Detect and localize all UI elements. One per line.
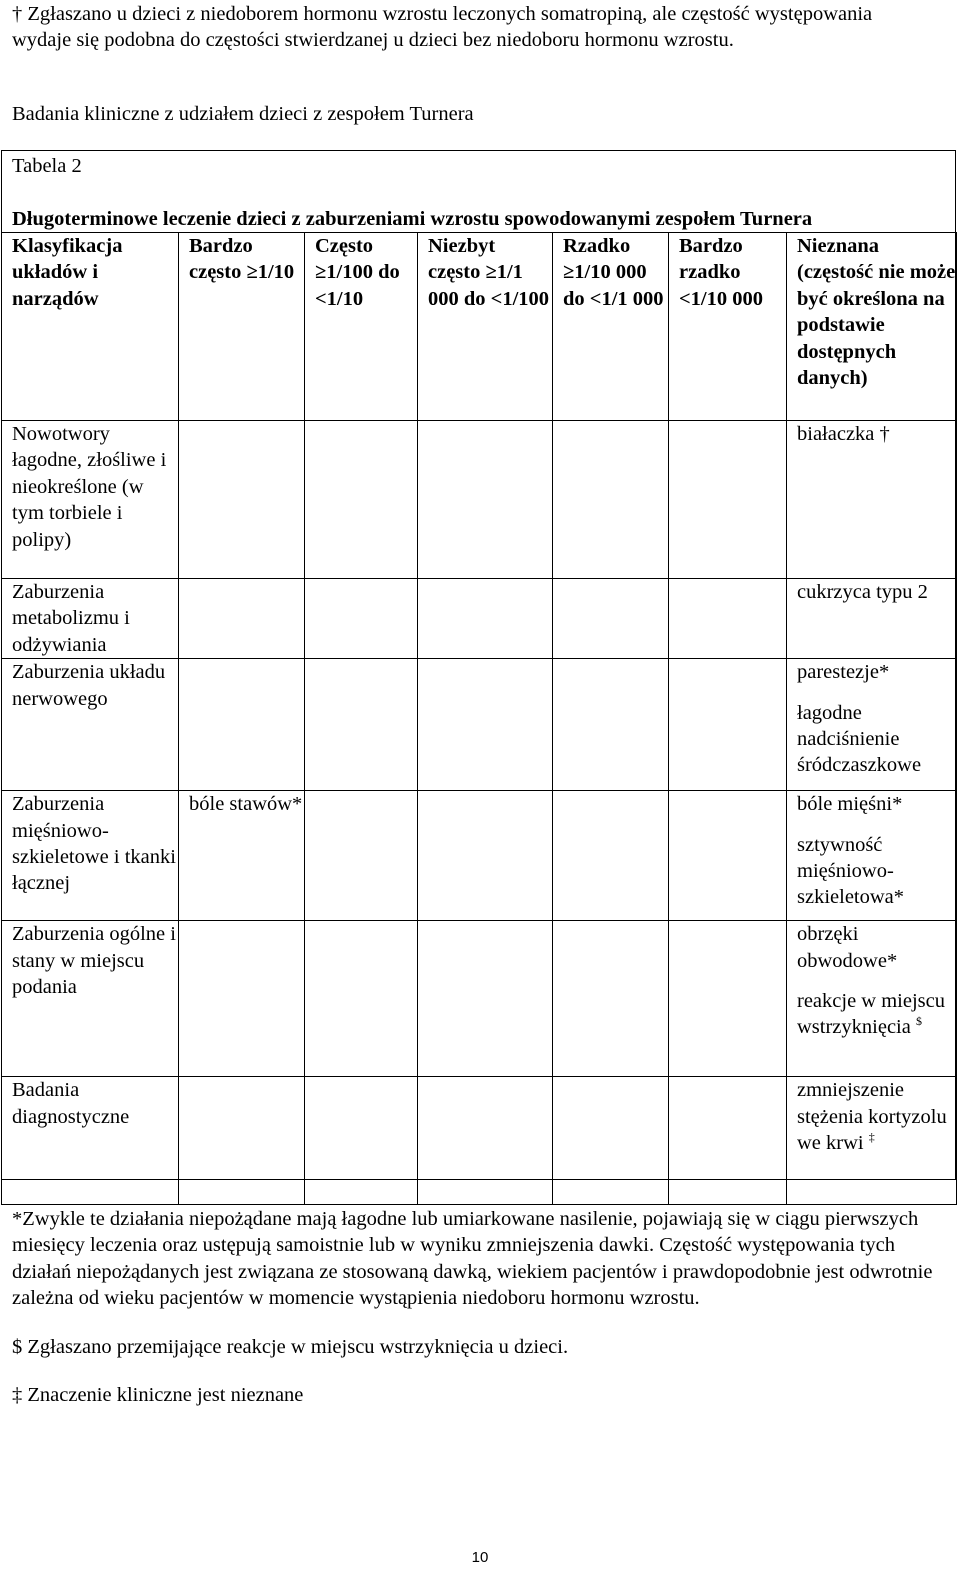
uncommon-cell <box>418 579 553 659</box>
very-rare-cell <box>669 659 787 791</box>
reaction-text: łagodne nadciśnienie śródczaszkowe <box>797 701 922 777</box>
soc-cell: Zaburzenia ogólne i stany w miejscu podania <box>2 921 179 1077</box>
common-cell <box>305 1077 418 1205</box>
footnote-marker: ‡ <box>868 1130 875 1145</box>
very-common-cell <box>179 791 305 921</box>
uncommon-cell <box>418 1077 553 1205</box>
common-cell <box>305 921 418 1077</box>
rare-cell <box>553 421 669 579</box>
footnote-double-dagger: ‡ Znaczenie kliniczne jest nieznane <box>12 1384 304 1407</box>
uncommon-cell <box>418 791 553 921</box>
footnote-marker: $ <box>915 1014 922 1029</box>
table-header-row <box>2 233 957 421</box>
table-row <box>2 921 957 1077</box>
header-unknown: Nieznana (częstość nie może być określona na podstawie dostępnych danych) <box>787 233 957 421</box>
header-very-rare: Bardzo rzadko <1/10 000 <box>669 233 787 421</box>
very-rare-cell <box>669 1077 787 1205</box>
table-row <box>2 421 957 579</box>
very-common-cell <box>179 659 305 791</box>
unknown-frequency-cell <box>787 791 957 921</box>
reaction-text: obrzęki obwodowe* <box>797 923 898 972</box>
uncommon-cell <box>418 659 553 791</box>
uncommon-cell <box>418 421 553 579</box>
common-cell <box>305 421 418 579</box>
header-soc: Klasyfikacja układów i narządów <box>2 233 179 421</box>
unknown-frequency-cell <box>787 659 957 791</box>
reaction-text: zmniejszenie stężenia kortyzolu we krwi ‡ <box>797 1079 947 1155</box>
reaction-text: sztywność mięśniowo-szkieletowa* <box>797 833 905 909</box>
reaction-text: bóle mięśni* <box>797 793 903 816</box>
very-common-cell <box>179 579 305 659</box>
header-uncommon: Niezbyt często ≥1/1 000 do <1/100 <box>418 233 553 421</box>
footnotes <box>12 1206 944 1408</box>
table-row <box>2 659 957 791</box>
table-row <box>2 1077 957 1205</box>
table-label: Tabela 2 <box>12 155 82 177</box>
unknown-frequency-cell <box>787 421 957 579</box>
section-title: Badania kliniczne z udziałem dzieci z zespołem Turnera <box>12 103 474 125</box>
header-very-common: Bardzo często ≥1/10 <box>179 233 305 421</box>
table-row <box>2 791 957 921</box>
very-common-cell <box>179 1077 305 1205</box>
rare-cell <box>553 791 669 921</box>
reaction-text: białaczka † <box>797 423 890 445</box>
soc-cell: Badania diagnostyczne <box>2 1077 179 1205</box>
header-rare: Rzadko ≥1/10 000 do <1/1 000 <box>553 233 669 421</box>
very-rare-cell <box>669 921 787 1077</box>
reaction-text: parestezje* <box>797 661 890 684</box>
intro-note: † Zgłaszano u dzieci z niedoborem hormonu wzrostu leczonych somatropiną, ale częstość występowania wydaje się podobna do częstości stwierdzanej u dzieci bez niedoboru hormonu wzrostu. <box>12 3 873 52</box>
reaction-text: cukrzyca typu 2 <box>797 581 928 603</box>
reaction-text: bóle stawów* <box>189 793 303 816</box>
rare-cell <box>553 579 669 659</box>
rare-cell <box>553 1077 669 1205</box>
adverse-reactions-table <box>1 232 957 1205</box>
common-cell <box>305 659 418 791</box>
table-title: Długoterminowe leczenie dzieci z zaburzeniami wzrostu spowodowanymi zespołem Turnera <box>12 208 813 230</box>
header-common: Często ≥1/100 do <1/10 <box>305 233 418 421</box>
reaction-text: reakcje w miejscu wstrzyknięcia $ <box>797 990 945 1039</box>
unknown-frequency-cell <box>787 921 957 1077</box>
soc-cell: Zaburzenia metabolizmu i odżywiania <box>2 579 179 659</box>
common-cell <box>305 579 418 659</box>
very-common-cell <box>179 921 305 1077</box>
soc-cell: Nowotwory łagodne, złośliwe i nieokreślone (w tym torbiele i polipy) <box>2 421 179 579</box>
footnote-dollar: $ Zgłaszano przemijające reakcje w miejscu wstrzyknięcia u dzieci. <box>12 1335 569 1358</box>
soc-cell: Zaburzenia mięśniowo-szkieletowe i tkanki łącznej <box>2 791 179 921</box>
very-rare-cell <box>669 421 787 579</box>
page-number: 10 <box>471 1549 489 1566</box>
common-cell <box>305 791 418 921</box>
footnote-asterisk: *Zwykle te działania niepożądane mają łagodne lub umiarkowane nasilenie, pojawiają się w ciągu pierwszych miesięcy leczenia oraz ustępują samoistnie lub w wyniku zmniejszenia dawki. Częstość występowania tych działań niepożądanych jest związana ze stosowaną dawką, wiekiem pacjentów i prawdopodobnie jest odwrotnie zależna od wieku pacjentów w momencie wystąpienia niedoboru hormonu wzrostu. <box>12 1208 933 1310</box>
very-rare-cell <box>669 579 787 659</box>
very-rare-cell <box>669 791 787 921</box>
soc-cell: Zaburzenia układu nerwowego <box>2 659 179 791</box>
rare-cell <box>553 659 669 791</box>
very-common-cell <box>179 421 305 579</box>
unknown-frequency-cell <box>787 579 957 659</box>
rare-cell <box>553 921 669 1077</box>
unknown-frequency-cell <box>787 1077 957 1205</box>
uncommon-cell <box>418 921 553 1077</box>
table-row <box>2 579 957 659</box>
